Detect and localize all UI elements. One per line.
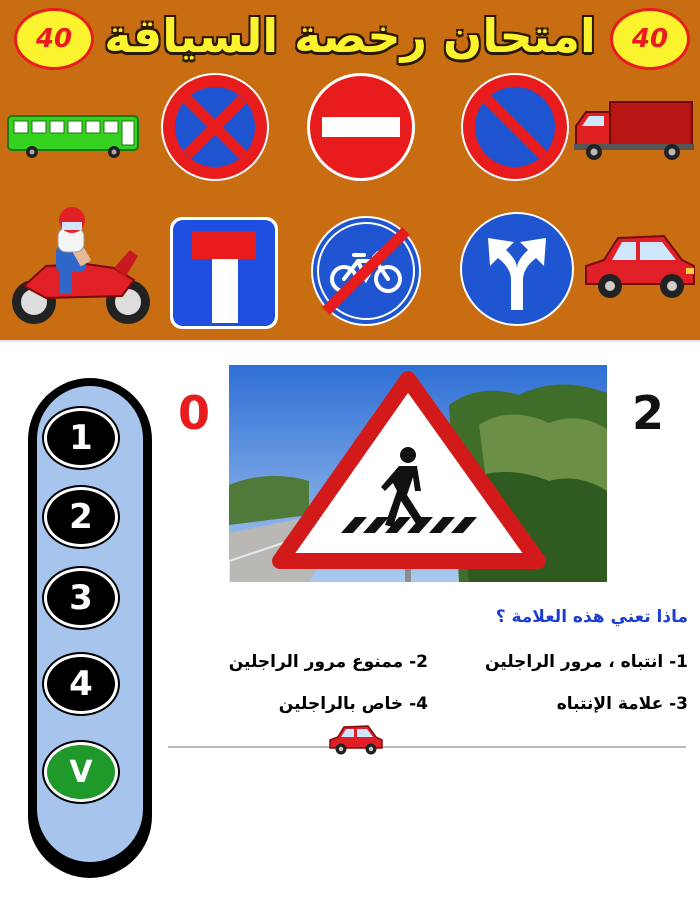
fork-road-sign-icon	[458, 210, 576, 328]
page-title: امتحان رخصة السياقة	[104, 9, 596, 63]
validate-button[interactable]: V	[44, 742, 118, 802]
red-car-icon	[582, 224, 696, 306]
answer-3-button[interactable]: 3	[44, 568, 118, 628]
no-stopping-sign-icon	[158, 70, 272, 184]
question-count-badge-left: 40	[14, 8, 94, 70]
answer-option-4[interactable]: 4- خاص بالراجلين	[278, 694, 428, 714]
answer-option-2[interactable]: 2- ممنوع مرور الراجلين	[228, 652, 428, 672]
question-number: 2	[631, 386, 664, 440]
section-divider	[0, 340, 700, 342]
answer-4-button[interactable]: 4	[44, 654, 118, 714]
question-photo-pedestrian-crossing-sign	[229, 365, 607, 582]
answer-option-3[interactable]: 3- علامة الإنتباه	[556, 694, 688, 714]
progress-car-icon	[328, 722, 384, 756]
answer-keypad	[28, 378, 152, 878]
question-text: ماذا تعني هذه العلامة ؟	[495, 607, 688, 627]
question-count-badge-right: 40	[610, 8, 690, 70]
truck-icon	[572, 98, 696, 164]
answer-option-1[interactable]: 1- انتباه ، مرور الراجلين	[484, 652, 688, 672]
answer-1-button[interactable]: 1	[44, 408, 118, 468]
header-banner	[0, 0, 700, 340]
no-bicycles-sign-icon	[308, 213, 424, 329]
motorcycle-rider-icon	[6, 206, 156, 330]
dead-end-sign-icon	[168, 215, 280, 331]
answer-2-button[interactable]: 2	[44, 487, 118, 547]
no-parking-sign-icon	[458, 70, 572, 184]
wrong-answers-counter: 0	[177, 386, 210, 440]
no-entry-sign-icon	[304, 70, 418, 184]
progress-track	[168, 746, 686, 748]
bus-icon	[6, 112, 142, 160]
